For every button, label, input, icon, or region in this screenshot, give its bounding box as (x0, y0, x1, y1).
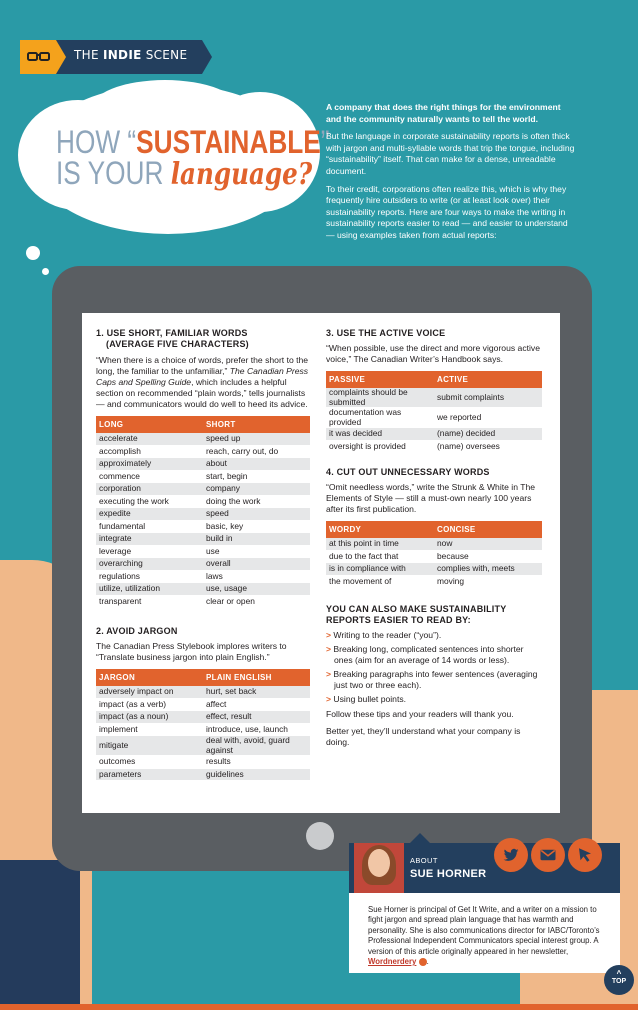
table-header: PLAIN ENGLISH (203, 669, 310, 686)
table-row (96, 470, 310, 483)
tip3-text: “When possible, use the direct and more vigorous active voice,” The Canadian Writer’s Handbook says. (326, 343, 540, 364)
table-cell: leverage (96, 545, 203, 558)
table-cell: at this point in time (326, 538, 434, 550)
bullet-marker: > (326, 644, 332, 654)
bullet-item: > Using bullet points. (326, 694, 407, 704)
table-row (96, 533, 310, 546)
table-cell: we reported (434, 408, 542, 428)
table-cell: complies with, meets (434, 563, 542, 576)
table-row (326, 388, 542, 408)
table-cell: because (434, 550, 542, 563)
table-cell: is in compliance with (326, 563, 434, 576)
table-cell: complaints should be submitted (326, 388, 434, 408)
table-header: SHORT (203, 416, 310, 433)
tip4-title: 4. CUT OUT UNNECESSARY WORDS (326, 467, 490, 477)
table-cell: accelerate (96, 433, 203, 445)
table-header: CONCISE (434, 521, 542, 538)
bullet-marker: > (326, 630, 332, 640)
table-cell: executing the work (96, 495, 203, 508)
author-pointer (410, 833, 430, 843)
section-label: THE INDIE SCENE (74, 48, 188, 62)
table-cell: corporation (96, 483, 203, 496)
table-row (326, 550, 542, 563)
jargon-table (96, 669, 310, 781)
chevron-up-icon: ^ (616, 969, 622, 978)
tip2-text: The Canadian Press Stylebook implores writers to “Translate business jargon into plain English.” (96, 641, 287, 662)
about-label: ABOUT (410, 856, 438, 865)
table-header: ACTIVE (434, 371, 542, 388)
table-header: JARGON (96, 669, 203, 686)
bullet-marker: > (326, 669, 332, 679)
table-cell: submit complaints (434, 388, 542, 408)
table-cell: commence (96, 470, 203, 483)
table-cell: now (434, 538, 542, 550)
table-cell: guidelines (203, 768, 310, 781)
table-cell: company (203, 483, 310, 496)
table-row (326, 408, 542, 428)
bullet-item: > Writing to the reader (“you”). (326, 630, 442, 640)
table-cell: documentation was provided (326, 408, 434, 428)
table-cell: basic, key (203, 520, 310, 533)
table-cell: regulations (96, 570, 203, 583)
table-cell: affect (203, 698, 310, 711)
intro-paragraph: But the language in corporate sustainability reports is often thick with jargon and multi-syllable words that trip the tongue, including “sustainability” itself. That can make for a dense, unreadable document. (326, 131, 575, 176)
table-row (96, 698, 310, 711)
cursor-icon (576, 846, 594, 864)
table-row (96, 508, 310, 521)
table-row (96, 723, 310, 736)
table-cell: reach, carry out, do (203, 445, 310, 458)
email-button[interactable] (531, 838, 565, 872)
table-row (326, 575, 542, 588)
thought-bubble (26, 246, 40, 260)
table-row (96, 595, 310, 608)
closing-text: Better yet, they’ll understand what your company is doing. (326, 726, 521, 747)
bullet-marker: > (326, 694, 332, 704)
table-cell: outcomes (96, 756, 203, 769)
table-cell: clear or open (203, 595, 310, 608)
table-cell: (name) decided (434, 428, 542, 441)
table-cell: integrate (96, 533, 203, 546)
table-cell: mitigate (96, 736, 203, 756)
intro-paragraph: To their credit, corporations often realize this, which is why they frequently hire outsiders to write (or at least look over) their sustainability reports. Here are four ways to make the writing in sustainability reports easier to read — and easier to understand — using examples taken from actual reports: (326, 183, 568, 240)
table-cell: fundamental (96, 520, 203, 533)
external-link-icon (419, 958, 427, 966)
left-column (96, 328, 310, 781)
table-row (326, 563, 542, 576)
table-header: LONG (96, 416, 203, 433)
left-sleeve (0, 860, 80, 1010)
table-row (96, 756, 310, 769)
headline-line1: HOW “SUSTAINABLE” (56, 124, 330, 160)
table-cell: laws (203, 570, 310, 583)
right-column (326, 328, 542, 748)
envelope-icon (539, 846, 557, 864)
table-cell: about (203, 458, 310, 471)
table-row (326, 440, 542, 453)
author-photo (354, 843, 404, 893)
table-cell: start, begin (203, 470, 310, 483)
tip4-text: “Omit needless words,” write the Strunk & White in The Elements of Style — still a must-own nearly 100 years after its first publication. (326, 482, 536, 514)
table-cell: doing the work (203, 495, 310, 508)
author-name: SUE HORNER (410, 868, 487, 880)
table-row (326, 538, 542, 550)
tip1-text: “When there is a choice of words, prefer the short to the long, the familiar to the unfamiliar,” The Canadian Press Caps and Spelling Guide, which includes a helpful section on recommended “plain words,” tells journalists — and communicators would do well to heed its advice. (96, 355, 309, 409)
extra-title: YOU CAN ALSO MAKE SUSTAINABILITY REPORTS EASIER TO READ BY: (326, 604, 507, 625)
table-row (96, 520, 310, 533)
twitter-icon (502, 846, 520, 864)
table-row (96, 495, 310, 508)
table-header: WORDY (326, 521, 434, 538)
table-cell: (name) oversees (434, 440, 542, 453)
wordy-concise-table (326, 521, 542, 588)
table-cell: effect, result (203, 711, 310, 724)
table-cell: expedite (96, 508, 203, 521)
table-cell: speed (203, 508, 310, 521)
bullet-item: > Breaking long, complicated sentences into shorter ones (aim for an average of 14 words or less). (326, 644, 524, 665)
passive-active-table (326, 371, 542, 453)
table-cell: due to the fact that (326, 550, 434, 563)
table-cell: oversight is provided (326, 440, 434, 453)
table-row (96, 711, 310, 724)
table-row (96, 483, 310, 496)
table-cell: accomplish (96, 445, 203, 458)
long-short-table (96, 416, 310, 608)
tip1-subtitle: (AVERAGE FIVE CHARACTERS) (106, 339, 249, 349)
tip1-title: 1. USE SHORT, FAMILIAR WORDS (96, 328, 248, 338)
twitter-button[interactable] (494, 838, 528, 872)
table-cell: approximately (96, 458, 203, 471)
table-row (326, 428, 542, 441)
tip2-title: 2. AVOID JARGON (96, 626, 178, 636)
author-bio: Sue Horner is principal of Get It Write, and a writer on a mission to fight jargon and spread plain language that has warmth and personality. She is also communications director for IABC/Toronto’s Professional Independent Communicators special interest group. A version of this article originally appeared in her newsletter, Wordnerdery . (368, 905, 600, 967)
top-label: TOP (611, 978, 627, 985)
link-button[interactable] (568, 838, 602, 872)
intro-lead: A company that does the right things for the environment and the community naturally wants to tell the world. (326, 102, 561, 124)
thought-bubble (42, 268, 49, 275)
table-cell: adversely impact on (96, 686, 203, 698)
table-row (96, 570, 310, 583)
table-row (96, 458, 310, 471)
table-cell: use, usage (203, 583, 310, 596)
table-row (96, 768, 310, 781)
bottom-bar (0, 1004, 638, 1010)
table-cell: parameters (96, 768, 203, 781)
bullet-item: > Breaking paragraphs into fewer sentences (averaging just two or three each). (326, 669, 538, 690)
table-row (96, 433, 310, 445)
tip3-title: 3. USE THE ACTIVE VOICE (326, 328, 446, 338)
table-header: PASSIVE (326, 371, 434, 388)
table-cell: impact (as a noun) (96, 711, 203, 724)
table-cell: transparent (96, 595, 203, 608)
table-row (96, 545, 310, 558)
table-cell: impact (as a verb) (96, 698, 203, 711)
table-row (96, 558, 310, 571)
table-row (96, 445, 310, 458)
table-cell: results (203, 756, 310, 769)
table-row (96, 686, 310, 698)
bullet-list (326, 630, 542, 705)
table-row (96, 736, 310, 756)
intro-text (326, 102, 578, 248)
table-cell: use (203, 545, 310, 558)
table-cell: speed up (203, 433, 310, 445)
back-to-top-button[interactable] (604, 965, 634, 995)
home-button (306, 822, 334, 850)
table-cell: build in (203, 533, 310, 546)
table-cell: moving (434, 575, 542, 588)
table-cell: hurt, set back (203, 686, 310, 698)
table-cell: the movement of (326, 575, 434, 588)
closing-text: Follow these tips and your readers will thank you. (326, 709, 514, 719)
table-cell: overarching (96, 558, 203, 571)
table-cell: utilize, utilization (96, 583, 203, 596)
table-cell: it was decided (326, 428, 434, 441)
headline-line2: IS YOUR language? (56, 155, 313, 192)
newsletter-link[interactable]: Wordnerdery (368, 957, 417, 967)
table-cell: deal with, avoid, guard against (203, 736, 310, 756)
table-row (96, 583, 310, 596)
table-cell: implement (96, 723, 203, 736)
table-cell: introduce, use, launch (203, 723, 310, 736)
table-cell: overall (203, 558, 310, 571)
